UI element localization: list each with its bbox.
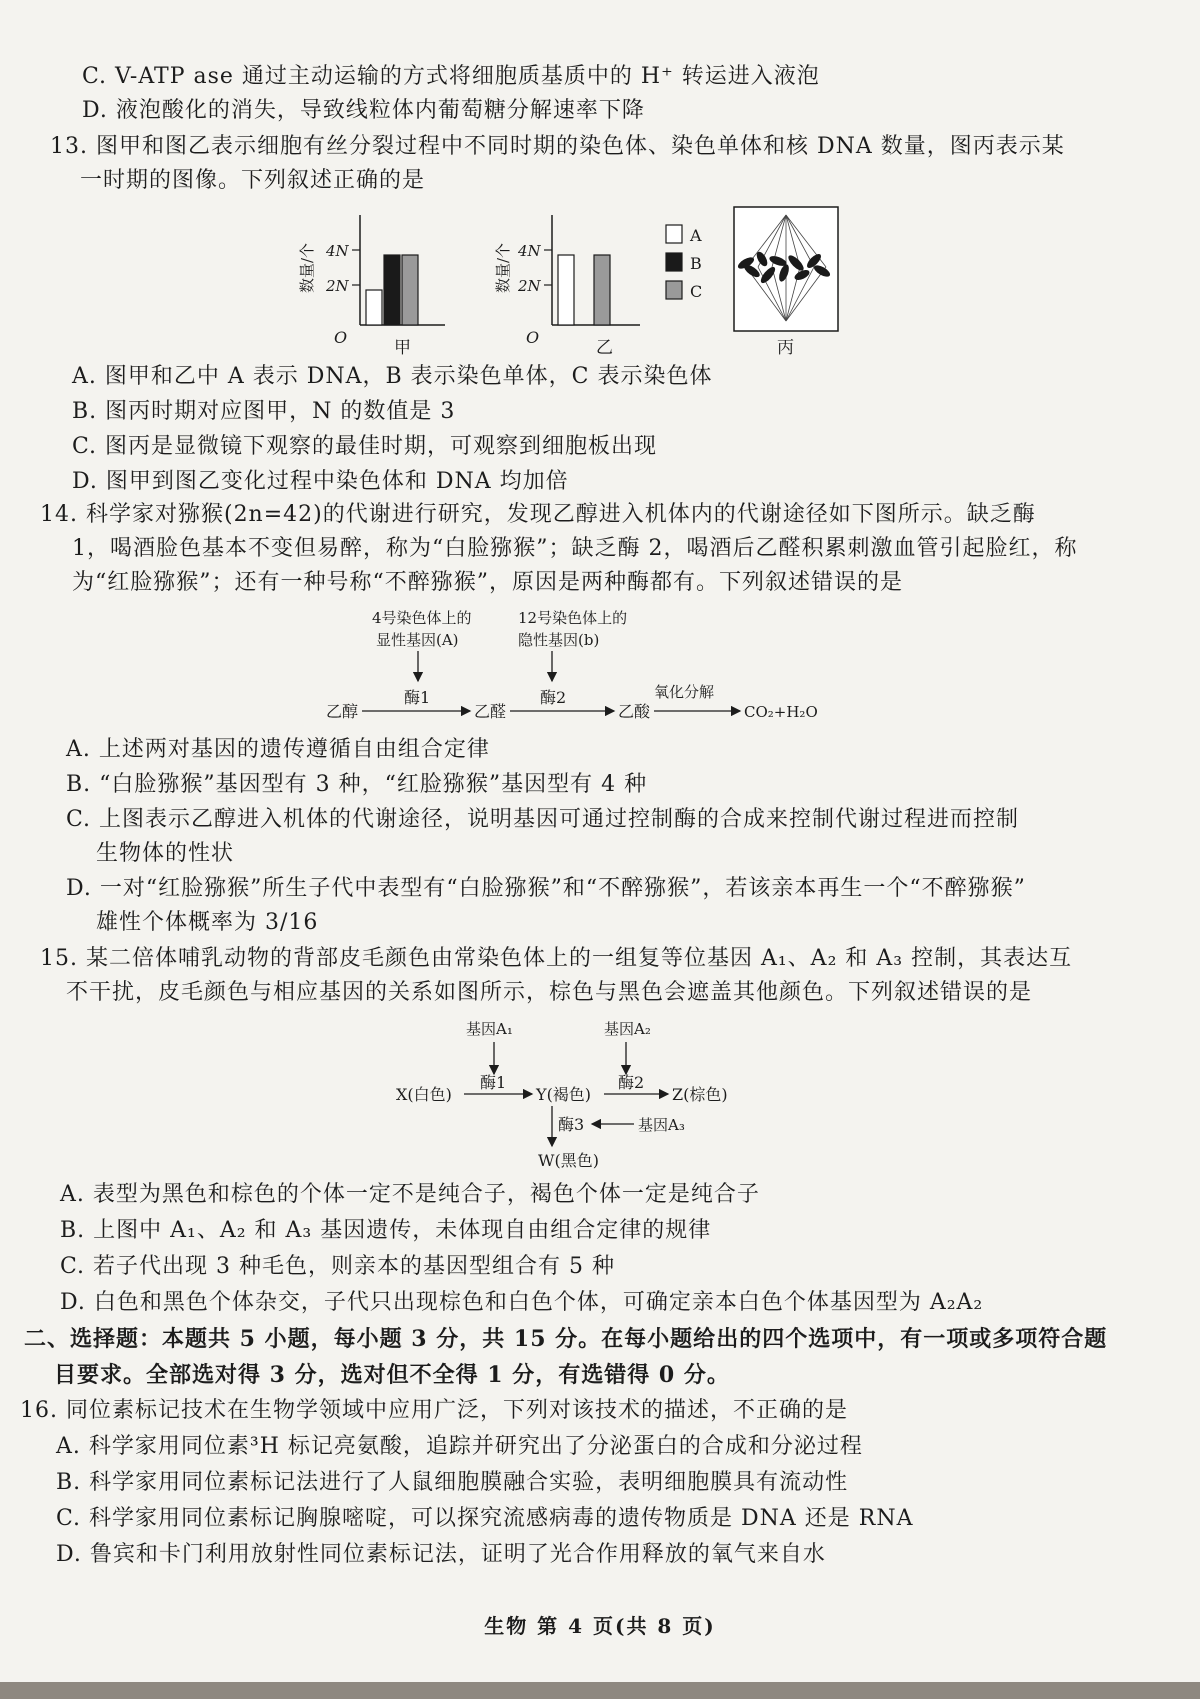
q16-option-d: D. 鲁宾和卡门利用放射性同位素标记法，证明了光合作用释放的氧气来自水 <box>56 1542 826 1567</box>
q15-stem-cont: 不干扰，皮毛颜色与相应基因的关系如图所示，棕色与黑色会遮盖其他颜色。下列叙述错误的是 <box>66 980 1033 1005</box>
chart-jia-tick-4n: 4N <box>326 242 349 260</box>
chart-yi <box>494 215 640 355</box>
q14-enzyme2: 酶2 <box>540 688 567 707</box>
q15-pathway-diagram <box>0 1012 1200 1172</box>
q14-option-a: A. 上述两对基因的遗传遵循自由组合定律 <box>66 737 490 762</box>
scan-edge <box>0 1682 1200 1699</box>
q15-option-c: C. 若子代出现 3 种毛色，则亲本的基因型组合有 5 种 <box>60 1254 616 1279</box>
q12-option-d: D. 液泡酸化的消失，导致线粒体内葡萄糖分解速率下降 <box>82 98 645 123</box>
chart-yi-origin: O <box>526 328 540 347</box>
q15-option-a: A. 表型为黑色和棕色的个体一定不是纯合子，褐色个体一定是纯合子 <box>60 1182 760 1207</box>
legend-swatch-a <box>666 225 682 243</box>
q13-option-d: D. 图甲到图乙变化过程中染色体和 DNA 均加倍 <box>72 469 569 494</box>
legend-swatch-c <box>666 281 682 299</box>
q15-enzyme2: 酶2 <box>618 1073 645 1092</box>
bar-jia-b <box>384 255 400 325</box>
q16-option-b: B. 科学家用同位素标记法进行了人鼠细胞膜融合实验，表明细胞膜具有流动性 <box>56 1470 849 1495</box>
q14-acetaldehyde: 乙醛 <box>474 702 507 721</box>
chart-legend <box>666 225 702 301</box>
q14-option-d: D. 一对“红脸猕猴”所生子代中表型有“白脸猕猴”和“不醉猕猴”，若该亲本再生一个“不醉猕猴” <box>66 876 1026 901</box>
bar-yi-a <box>558 255 574 325</box>
q15-enzyme1: 酶1 <box>480 1073 507 1092</box>
q15-y-brown: Y(褐色) <box>536 1085 592 1104</box>
bar-jia-c <box>402 255 418 325</box>
chart-yi-tick-2n: 2N <box>518 277 541 295</box>
q16-option-c: C. 科学家用同位素标记胸腺嘧啶，可以探究流感病毒的遗传物质是 DNA 还是 RNA <box>56 1506 914 1531</box>
q16-option-a: A. 科学家用同位素³H 标记亮氨酸，追踪并研究出了分泌蛋白的合成和分泌过程 <box>56 1434 863 1459</box>
q14-pathway-diagram <box>0 605 1200 730</box>
bar-jia-a <box>366 290 382 325</box>
q12-option-c: C. V-ATP ase 通过主动运输的方式将细胞质基质中的 H⁺ 转运进入液泡 <box>82 64 820 89</box>
q16-stem: 16. 同位素标记技术在生物学领域中应用广泛，下列对该技术的描述，不正确的是 <box>20 1398 848 1423</box>
q13-stem: 13. 图甲和图乙表示细胞有丝分裂过程中不同时期的染色体、染色单体和核 DNA 数量，图丙表示某 <box>50 134 1065 159</box>
q14-acetic-acid: 乙酸 <box>618 702 651 721</box>
bar-yi-c <box>594 255 610 325</box>
q13-option-a: A. 图甲和乙中 A 表示 DNA，B 表示染色单体，C 表示染色体 <box>72 364 713 389</box>
chart-bing-label: 丙 <box>777 338 794 355</box>
chart-jia-label: 甲 <box>394 338 411 355</box>
legend-swatch-b <box>666 253 682 271</box>
q14-gene1-line2: 显性基因(A) <box>376 631 459 649</box>
legend-label-c: C <box>690 282 703 301</box>
q14-option-c: C. 上图表示乙醇进入机体的代谢途径，说明基因可通过控制酶的合成来控制代谢过程进而控制 <box>66 807 1020 832</box>
chart-yi-label: 乙 <box>596 338 613 355</box>
q15-z-tan: Z(棕色) <box>672 1085 728 1104</box>
q15-w-black: W(黑色) <box>538 1151 599 1170</box>
legend-label-a: A <box>690 226 702 245</box>
section2-header: 二、选择题：本题共 5 小题，每小题 3 分，共 15 分。在每小题给出的四个选项中，有一项或多项符合题 <box>24 1326 1108 1352</box>
q15-x-white: X(白色) <box>396 1085 452 1104</box>
chart-jia <box>298 215 445 355</box>
cell-image-bing <box>734 207 838 355</box>
q14-gene1-line1: 4号染色体上的 <box>372 609 472 627</box>
q14-stem-cont2: 为“红脸猕猴”；还有一种号称“不醉猕猴”，原因是两种酶都有。下列叙述错误的是 <box>72 570 903 595</box>
q15-gene-a1: 基因A₁ <box>466 1020 513 1038</box>
chart-jia-origin: O <box>334 328 348 347</box>
page-footer: 生物 第 4 页(共 8 页) <box>484 1614 716 1638</box>
q14-stem-cont1: 1，喝酒脸色基本不变但易醉，称为“白脸猕猴”；缺乏酶 2，喝酒后乙醛积累刺激血管引起脸红，称 <box>72 536 1078 561</box>
q14-stem: 14. 科学家对猕猴(2n=42)的代谢进行研究，发现乙醇进入机体内的代谢途径如下图所示。缺乏酶 <box>40 502 1036 527</box>
chart-jia-ylabel: 数量/个 <box>298 242 316 293</box>
chart-yi-tick-4n: 4N <box>518 242 541 260</box>
q15-gene-a3: 基因A₃ <box>638 1116 685 1134</box>
chart-yi-ylabel: 数量/个 <box>494 242 512 293</box>
q15-option-b: B. 上图中 A₁、A₂ 和 A₃ 基因遗传，未体现自由组合定律的规律 <box>60 1218 712 1243</box>
q14-option-c-cont: 生物体的性状 <box>96 841 235 866</box>
q14-gene2-line2: 隐性基因(b) <box>518 631 600 649</box>
chart-jia-tick-2n: 2N <box>326 277 349 295</box>
q13-stem-cont: 一时期的图像。下列叙述正确的是 <box>80 168 426 193</box>
q14-oxidation: 氧化分解 <box>654 683 715 701</box>
section2-header-cont: 目要求。全部选对得 3 分，选对但不全得 1 分，有选错得 0 分。 <box>54 1362 730 1388</box>
q13-option-c: C. 图丙是显微镜下观察的最佳时期，可观察到细胞板出现 <box>72 434 658 459</box>
q14-product: CO₂+H₂O <box>744 703 818 721</box>
q15-gene-a2: 基因A₂ <box>604 1020 651 1038</box>
legend-label-b: B <box>690 254 702 273</box>
q13-figure <box>0 205 1200 355</box>
q15-stem: 15. 某二倍体哺乳动物的背部皮毛颜色由常染色体上的一组复等位基因 A₁、A₂ 和 A₃ 控制，其表达互 <box>40 946 1073 971</box>
q14-enzyme1: 酶1 <box>404 688 431 707</box>
q15-enzyme3: 酶3 <box>558 1115 585 1134</box>
q15-option-d: D. 白色和黑色个体杂交，子代只出现棕色和白色个体，可确定亲本白色个体基因型为 A₂A₂ <box>60 1290 984 1315</box>
q14-option-d-cont: 雄性个体概率为 3/16 <box>96 910 319 935</box>
q14-gene2-line1: 12号染色体上的 <box>518 609 628 627</box>
q13-option-b: B. 图丙时期对应图甲，N 的数值是 3 <box>72 399 456 424</box>
q14-ethanol: 乙醇 <box>326 702 359 721</box>
q14-option-b: B. “白脸猕猴”基因型有 3 种，“红脸猕猴”基因型有 4 种 <box>66 772 648 797</box>
